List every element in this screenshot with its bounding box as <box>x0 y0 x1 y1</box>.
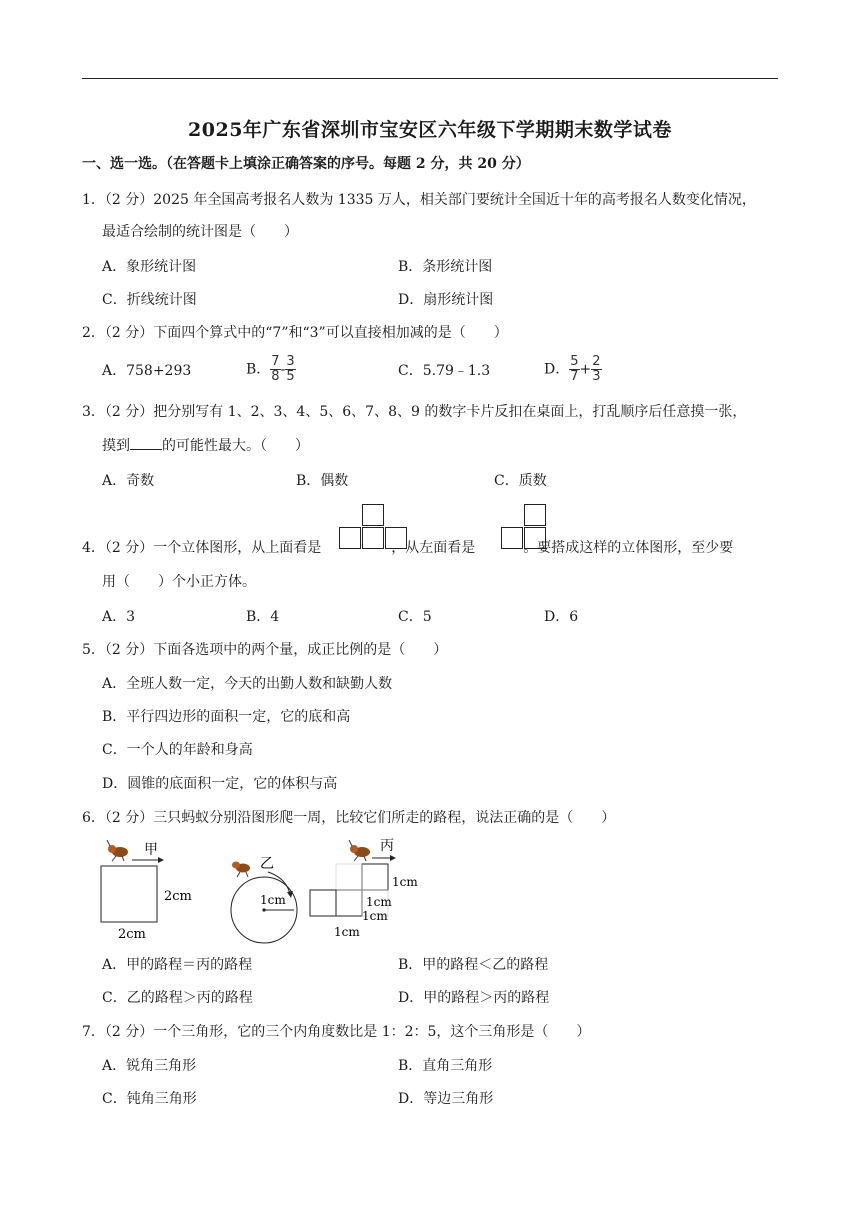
top-view-figure <box>339 503 409 551</box>
q1-stem-line1: 1．（2 分）2025 年全国高考报名人数为 1335 万人，相关部门要统计全国近十年的高考报名人数变化情况， <box>82 192 756 208</box>
bing-label-1: 1cm <box>392 875 418 889</box>
fraction: $\frac{3}{5}$ <box>286 354 295 384</box>
operator: + <box>579 361 592 378</box>
q1-option-b[interactable]: B．条形统计图 <box>398 259 493 275</box>
q3-option-b[interactable]: B．偶数 <box>296 473 349 489</box>
q7-option-b[interactable]: B．直角三角形 <box>398 1058 493 1074</box>
q3-stem-line2: 摸到 的可能性最大。（ ） <box>102 435 309 456</box>
square-side-label: 2cm <box>164 889 192 904</box>
square-bottom-label: 2cm <box>118 927 146 942</box>
q5-option-d[interactable]: D．圆锥的底面积一定，它的体积与高 <box>102 776 338 792</box>
fraction: $\frac{5}{7}$ <box>570 354 579 384</box>
q2-option-c[interactable]: C．5.79﹣1.3 <box>398 363 491 379</box>
q1-stem-line2: 最适合绘制的统计图是（ ） <box>102 224 298 240</box>
q7-stem: 7．（2 分）一个三角形，它的三个内角度数比是 1：2：5，这个三角形是（ ） <box>82 1024 591 1040</box>
page-title: 2025年广东省深圳市宝安区六年级下学期期末数学试卷 <box>188 119 672 141</box>
stepped-shape <box>310 890 336 916</box>
q4-option-d[interactable]: D．6 <box>544 609 579 625</box>
q5-option-a[interactable]: A．全班人数一定，今天的出勤人数和缺勤人数 <box>102 676 393 692</box>
ant-icon-yi <box>232 862 250 878</box>
fraction: $\frac{2}{3}$ <box>592 354 601 384</box>
q4-stem-line1: 4．（2 分）一个立体图形，从上面看是 ，从左面看是 。要搭成这样的立体图形，至少要 <box>82 540 734 556</box>
q3-option-a[interactable]: A．奇数 <box>102 473 155 489</box>
label-bing: 丙 <box>380 838 394 854</box>
q1-option-c[interactable]: C．折线统计图 <box>102 292 197 308</box>
square-shape <box>101 866 157 922</box>
left-view-figure <box>501 503 549 551</box>
circle-radius-label: 1cm <box>260 893 286 907</box>
q4-option-b[interactable]: B．4 <box>246 609 280 625</box>
q2-stem: 2．（2 分）下面四个算式中的“7”和“3”可以直接相加减的是（ ） <box>82 325 508 341</box>
section-heading: 一、选一选。（在答题卡上填涂正确答案的序号。每题 2 分，共 20 分） <box>82 156 530 172</box>
q4-stem-line2: 用（ ）个小正方体。 <box>102 574 256 590</box>
q2-option-b-label: B． <box>246 361 271 378</box>
ant-icon-bing <box>349 840 370 861</box>
q4-option-a[interactable]: A．3 <box>102 609 136 625</box>
q6-option-c[interactable]: C．乙的路程＞丙的路程 <box>102 990 253 1006</box>
q5-option-b[interactable]: B．平行四边形的面积一定，它的底和高 <box>102 709 351 725</box>
q2-option-d-label: D． <box>544 361 570 378</box>
fraction: $\frac{7}{8}$ <box>271 354 280 384</box>
bing-label-4: 1cm <box>334 925 360 939</box>
q5-option-c[interactable]: C．一个人的年龄和身高 <box>102 742 253 758</box>
q6-option-d[interactable]: D．甲的路程＞丙的路程 <box>398 990 550 1006</box>
q2-option-d[interactable] <box>544 355 602 384</box>
q6-stem: 6．（2 分）三只蚂蚁分别沿图形爬一周，比较它们所走的路程，说法正确的是（ ） <box>82 810 616 826</box>
operator: - <box>280 361 286 378</box>
q2-option-a[interactable]: A．758+293 <box>102 363 192 379</box>
ant-icon-jia <box>107 840 128 861</box>
q7-option-d[interactable]: D．等边三角形 <box>398 1091 494 1107</box>
ant-paths-figure <box>98 834 428 944</box>
arrow-yi <box>268 872 290 894</box>
q6-option-b[interactable]: B．甲的路程＜乙的路程 <box>398 957 549 973</box>
header-rule <box>82 78 778 79</box>
q3-stem-line1: 3．（2 分）把分别写有 1、2、3、4、5、6、7、8、9 的数字卡片反扣在桌面上，打乱顺序后任意摸一张， <box>82 404 747 420</box>
label-jia: 甲 <box>144 842 158 858</box>
q1-option-a[interactable]: A．象形统计图 <box>102 259 197 275</box>
q5-stem: 5．（2 分）下面各选项中的两个量，成正比例的是（ ） <box>82 642 448 658</box>
q2-option-b[interactable] <box>246 355 296 384</box>
q7-option-a[interactable]: A．锐角三角形 <box>102 1058 197 1074</box>
q7-option-c[interactable]: C．钝角三角形 <box>102 1091 197 1107</box>
q3-option-c[interactable]: C．质数 <box>494 473 547 489</box>
label-yi: 乙 <box>260 856 274 872</box>
bing-label-3: 1cm <box>362 909 388 923</box>
bing-label-2: 1cm <box>366 895 392 909</box>
q6-option-a[interactable]: A．甲的路程＝丙的路程 <box>102 957 253 973</box>
q4-option-c[interactable]: C．5 <box>398 609 432 625</box>
q1-option-d[interactable]: D．扇形统计图 <box>398 292 494 308</box>
answer-blank <box>130 435 162 450</box>
